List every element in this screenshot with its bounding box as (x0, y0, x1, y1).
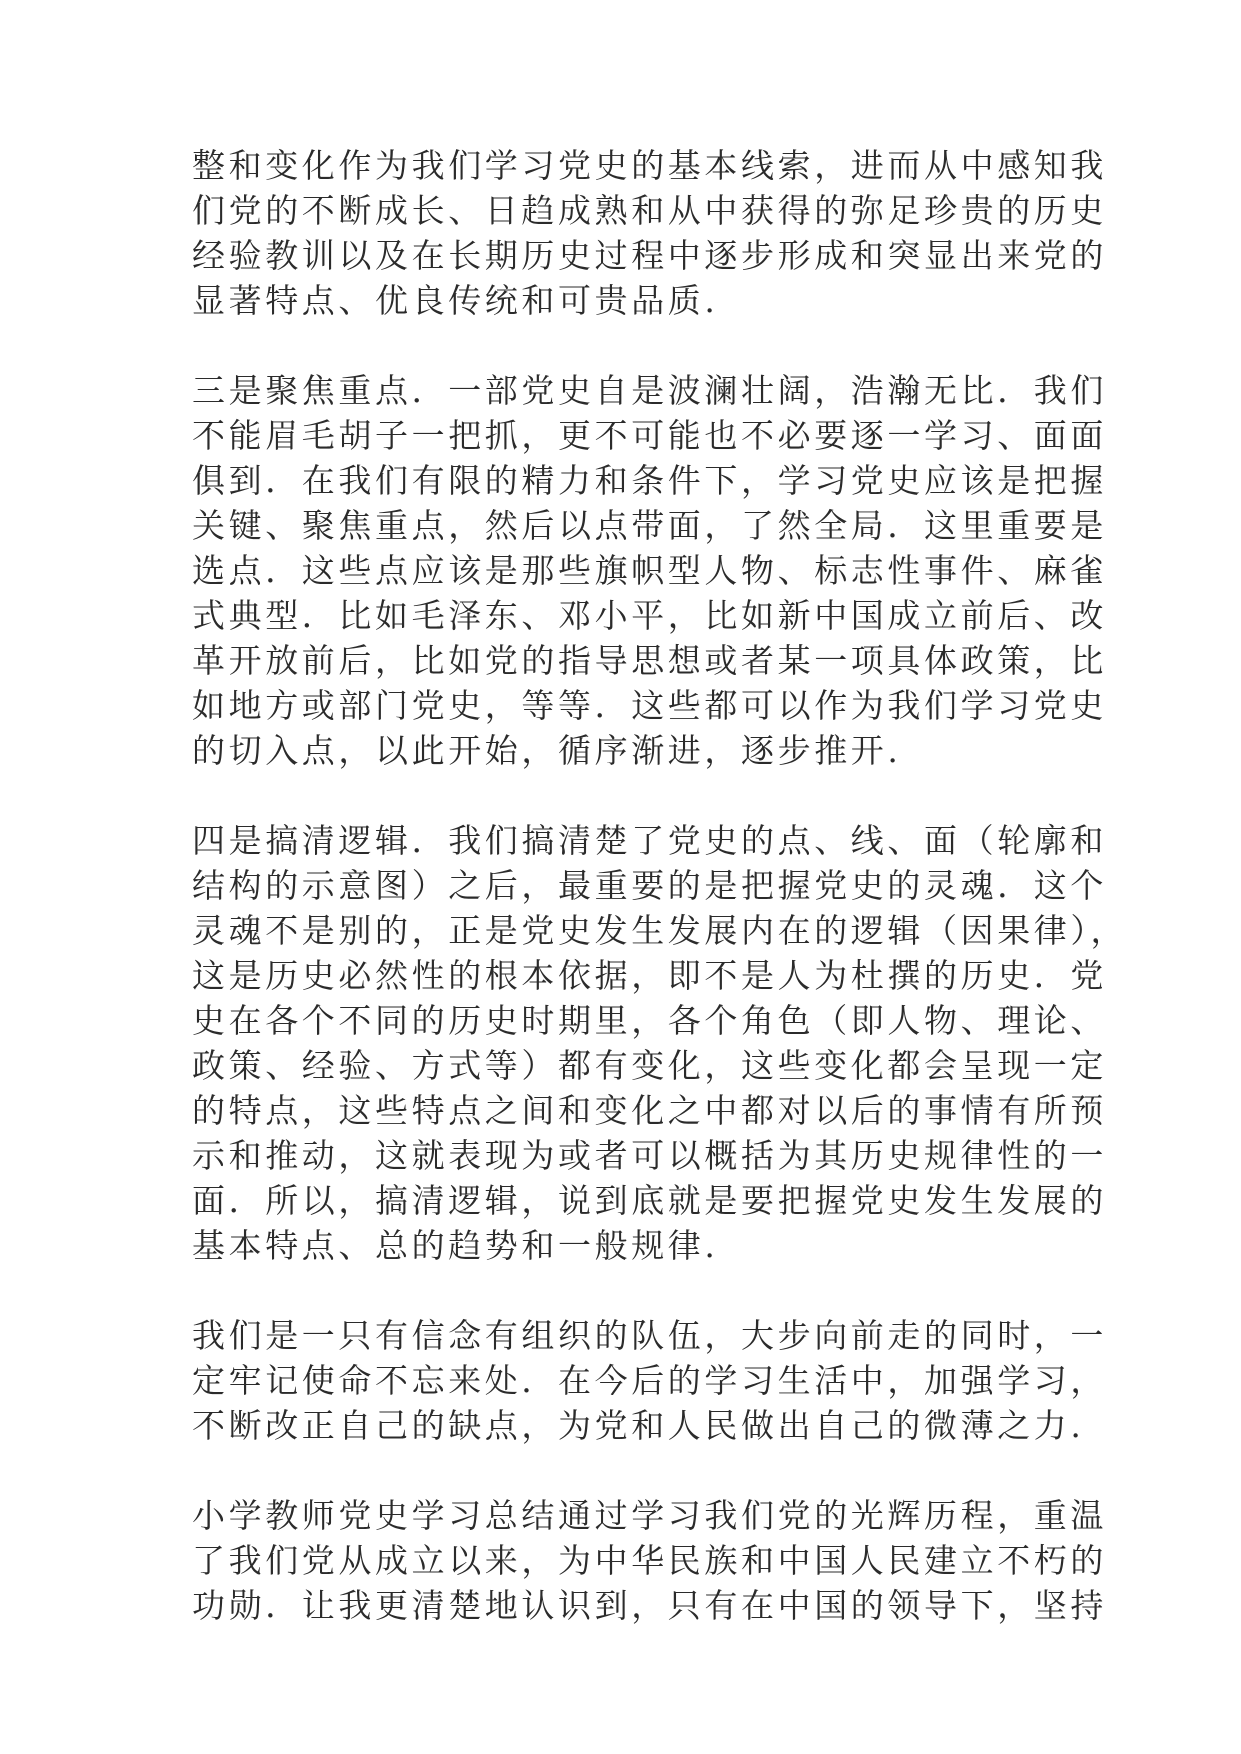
text-line: 如地方或部门党史，等等．这些都可以作为我们学习党史 (192, 686, 1107, 725)
text-line: 的特点，这些特点之间和变化之中都对以后的事情有所预 (192, 1091, 1107, 1130)
text-line: 选点．这些点应该是那些旗帜型人物、标志性事件、麻雀 (192, 551, 1107, 590)
paragraph-1 (192, 143, 1107, 323)
paragraph-2 (192, 368, 1107, 773)
text-line: 不断改正自己的缺点，为党和人民做出自己的微薄之力. (192, 1406, 1085, 1445)
text-line: 显著特点、优良传统和可贵品质. (192, 281, 719, 320)
text-line: 关键、聚焦重点，然后以点带面，了然全局．这里重要是 (192, 506, 1107, 545)
text-line: 小学教师党史学习总结通过学习我们党的光辉历程，重温 (192, 1496, 1107, 1535)
paragraph-4 (192, 1313, 1107, 1448)
text-line: 史在各个不同的历史时期里，各个角色（即人物、理论、 (192, 1001, 1107, 1040)
text-line: 整和变化作为我们学习党史的基本线索，进而从中感知我 (192, 146, 1107, 185)
text-line: 这是历史必然性的根本依据，即不是人为杜撰的历史．党 (192, 956, 1107, 995)
text-line: 革开放前后，比如党的指导思想或者某一项具体政策，比 (192, 641, 1107, 680)
text-line: 俱到．在我们有限的精力和条件下，学习党史应该是把握 (192, 461, 1107, 500)
text-line: 不能眉毛胡子一把抓，更不可能也不必要逐一学习、面面 (192, 416, 1107, 455)
text-line: 的切入点，以此开始，循序渐进，逐步推开. (192, 731, 902, 770)
text-line: 四是搞清逻辑．我们搞清楚了党史的点、线、面（轮廓和 (192, 821, 1107, 860)
text-line: 我们是一只有信念有组织的队伍，大步向前走的同时，一 (192, 1316, 1107, 1355)
text-line: 功勋．让我更清楚地认识到，只有在中国的领导下，坚持 (192, 1586, 1107, 1625)
text-line: 结构的示意图）之后，最重要的是把握党史的灵魂．这个 (192, 866, 1107, 905)
paragraph-3 (192, 818, 1128, 1268)
document-body (192, 143, 1128, 1673)
paragraph-5 (192, 1493, 1107, 1628)
text-line: 经验教训以及在长期历史过程中逐步形成和突显出来党的 (192, 236, 1107, 275)
text-line: 定牢记使命不忘来处．在今后的学习生活中，加强学习， (192, 1361, 1107, 1400)
text-line: 示和推动，这就表现为或者可以概括为其历史规律性的一 (192, 1136, 1107, 1175)
text-line: 政策、经验、方式等）都有变化，这些变化都会呈现一定 (192, 1046, 1107, 1085)
text-line: 式典型．比如毛泽东、邓小平，比如新中国成立前后、改 (192, 596, 1107, 635)
text-line: 了我们党从成立以来，为中华民族和中国人民建立不朽的 (192, 1541, 1107, 1580)
text-line: 基本特点、总的趋势和一般规律. (192, 1226, 719, 1265)
text-line: 灵魂不是别的，正是党史发生发展内在的逻辑（因果律）， (192, 911, 1128, 950)
text-line: 三是聚焦重点．一部党史自是波澜壮阔，浩瀚无比．我们 (192, 371, 1107, 410)
text-line: 面．所以，搞清逻辑，说到底就是要把握党史发生发展的 (192, 1181, 1107, 1220)
text-line: 们党的不断成长、日趋成熟和从中获得的弥足珍贵的历史 (192, 191, 1107, 230)
